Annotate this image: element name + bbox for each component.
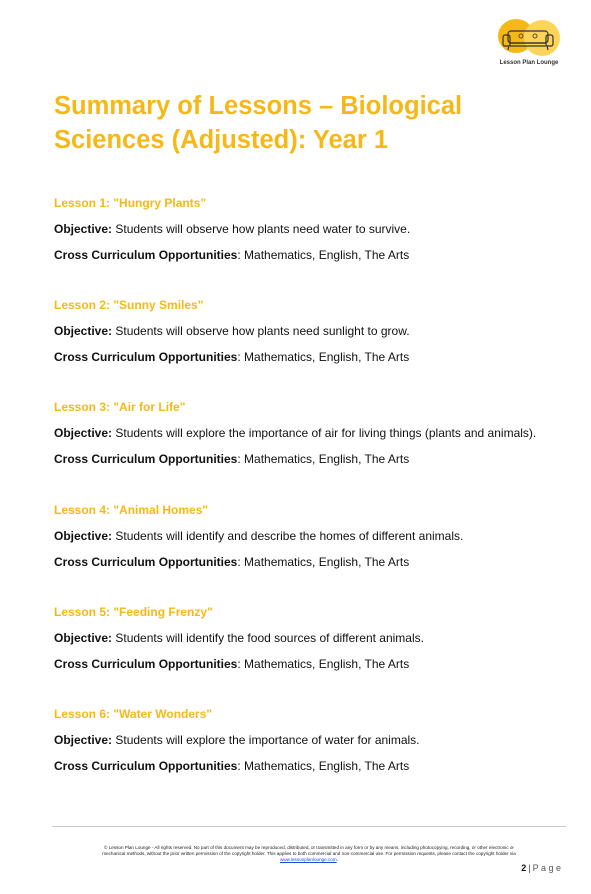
footer-website-link[interactable]: www.lessonplanlounge.com (280, 857, 337, 862)
lesson-item (54, 399, 574, 501)
logo-text: Lesson Plan Lounge (499, 60, 559, 66)
lesson-cross-curriculum (54, 349, 574, 375)
lesson-objective (54, 630, 574, 656)
lesson-item (54, 297, 574, 399)
lesson-objective (54, 528, 574, 554)
page-number-value: 2 (521, 863, 527, 873)
objective-text: Students will identify the food sources of different animals. (112, 630, 424, 645)
lesson-title: Lesson 3: "Air for Life" (54, 400, 186, 415)
cross-curriculum-label: Cross Curriculum Opportunities (54, 554, 238, 569)
lesson-objective (54, 221, 574, 247)
cross-curriculum-text: : Mathematics, English, The Arts (237, 758, 410, 773)
cross-curriculum-text: : Mathematics, English, The Arts (237, 248, 410, 262)
page-number-separator: | (528, 863, 531, 873)
page-label: P a g e (532, 863, 561, 873)
lesson-title: Lesson 2: "Sunny Smiles" (54, 298, 204, 313)
objective-label: Objective: (54, 732, 113, 747)
couch-logo-icon (497, 17, 561, 59)
cross-curriculum-text: : Mathematics, English, The Arts (237, 350, 410, 365)
lesson-objective (54, 323, 574, 349)
lesson-item (54, 706, 574, 808)
lesson-cross-curriculum (54, 247, 574, 273)
cross-curriculum-label: Cross Curriculum Opportunities (54, 452, 238, 467)
objective-label: Objective: (54, 630, 113, 645)
lesson-title: Lesson 4: "Animal Homes" (54, 502, 209, 517)
page-title: Summary of Lessons – Biological Sciences (Adjusted): Year 1 (54, 92, 463, 154)
lesson-cross-curriculum (54, 451, 574, 477)
cross-curriculum-label: Cross Curriculum Opportunities (54, 350, 238, 365)
objective-label: Objective: (54, 222, 113, 236)
lesson-title: Lesson 5: "Feeding Frenzy" (54, 604, 213, 619)
cross-curriculum-label: Cross Curriculum Opportunities (54, 758, 238, 773)
lesson-title: Lesson 1: "Hungry Plants" (54, 196, 207, 210)
lesson-cross-curriculum (54, 554, 574, 580)
page-number (521, 863, 561, 873)
lesson-cross-curriculum (54, 758, 574, 784)
logo (493, 17, 565, 72)
footer-line-2: mechanical methods, without the prior written permission of the copyright holder. This applies to both commercial and non-commercial use. For permission requests, please contact the copyright holder via (102, 851, 516, 856)
objective-label: Objective: (54, 528, 113, 543)
objective-label: Objective: (54, 324, 113, 339)
footer-link-suffix: . (336, 857, 338, 862)
cross-curriculum-label: Cross Curriculum Opportunities (54, 656, 238, 671)
lesson-objective (54, 732, 574, 758)
lesson-item (54, 604, 574, 706)
cross-curriculum-label: Cross Curriculum Opportunities (54, 248, 238, 262)
cross-curriculum-text: : Mathematics, English, The Arts (237, 656, 410, 671)
footer-copyright (52, 845, 566, 863)
lesson-cross-curriculum (54, 656, 574, 682)
lesson-objective (54, 425, 574, 451)
objective-text: Students will observe how plants need water to survive. (112, 222, 411, 236)
objective-text: Students will explore the importance of air for living things (plants and animals). (112, 426, 537, 441)
cross-curriculum-text: : Mathematics, English, The Arts (237, 452, 410, 467)
footer-divider (52, 826, 566, 827)
lesson-title: Lesson 6: "Water Wonders" (54, 706, 213, 721)
objective-text: Students will explore the importance of water for animals. (112, 732, 420, 747)
lesson-item (54, 502, 574, 604)
lesson-item (54, 195, 574, 297)
objective-text: Students will observe how plants need sunlight to grow. (112, 324, 410, 339)
lesson-list (54, 195, 574, 808)
objective-text: Students will identify and describe the homes of different animals. (112, 528, 464, 543)
objective-label: Objective: (54, 426, 113, 441)
footer-line-1: © Lesson Plan Lounge - All rights reserved. No part of this document may be reproduced, distributed, or transmitted in any form or by any means, including photocopying, recording, or other electronic or (104, 845, 514, 850)
cross-curriculum-text: : Mathematics, English, The Arts (237, 554, 410, 569)
